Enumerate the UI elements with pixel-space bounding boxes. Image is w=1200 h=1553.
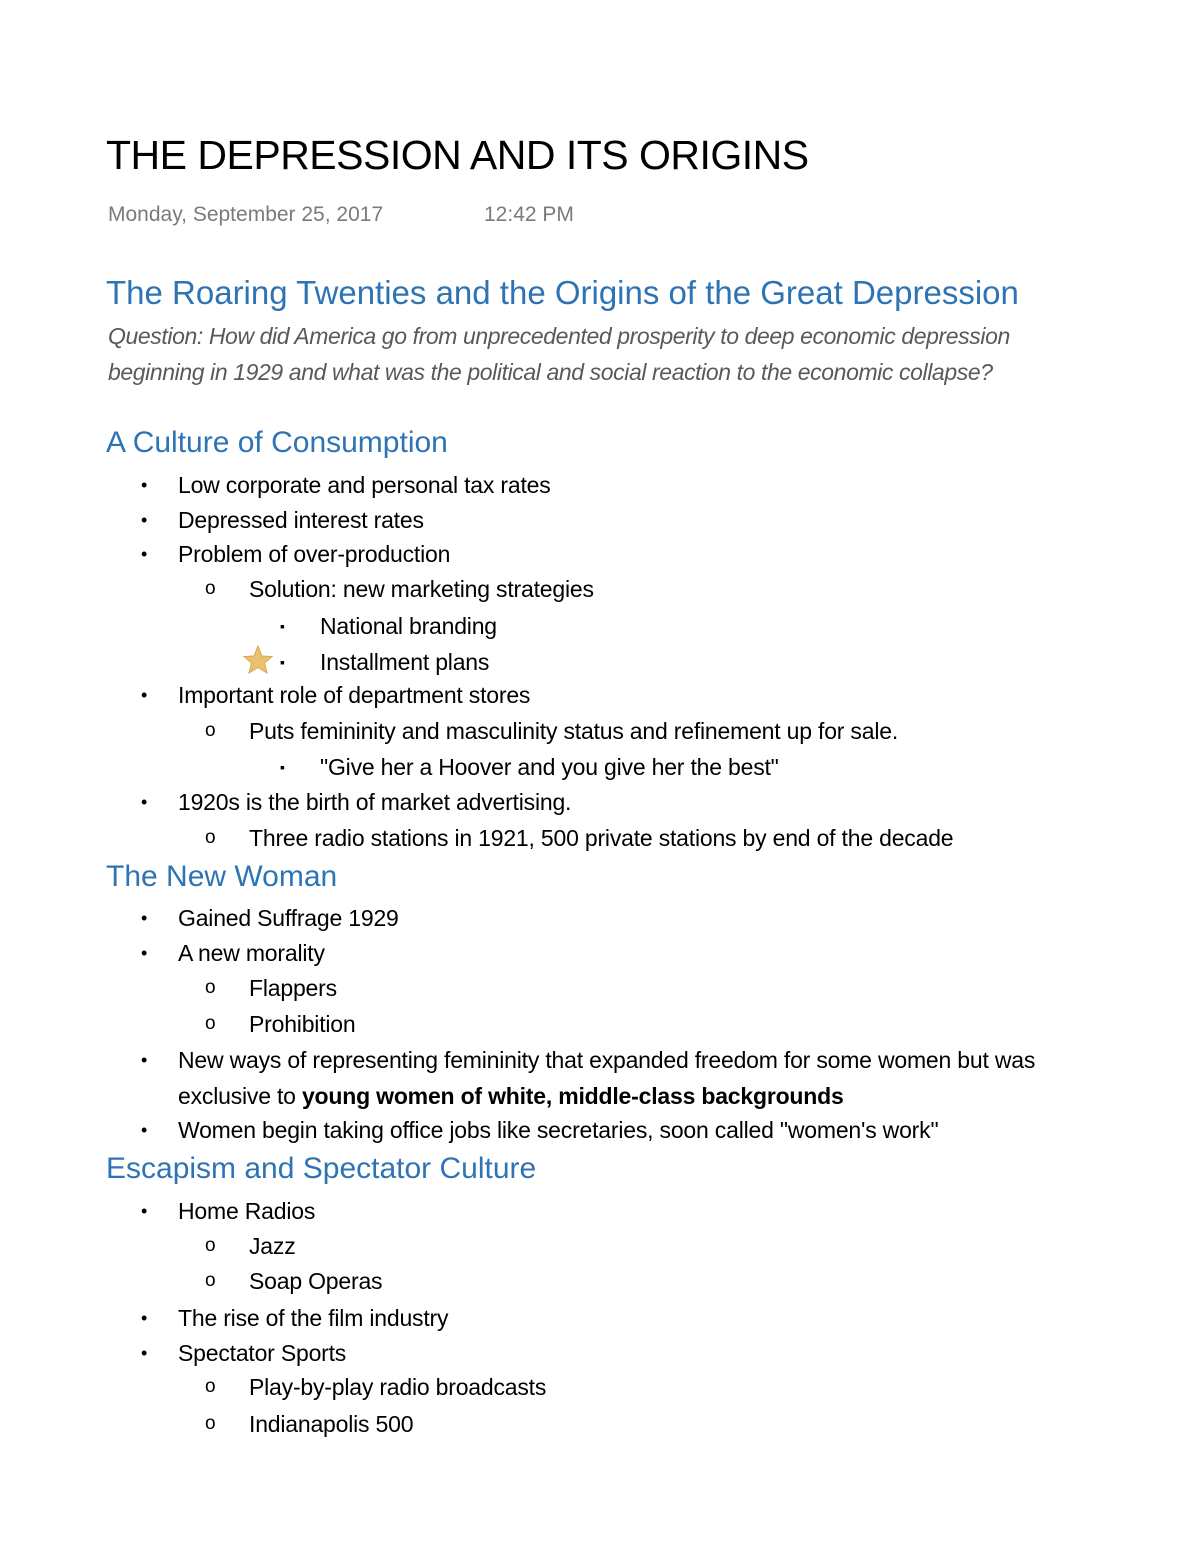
square-marker: ▪	[280, 618, 285, 634]
list-item: Important role of department stores	[178, 682, 531, 708]
section-heading-escapism: Escapism and Spectator Culture	[106, 1152, 537, 1185]
list-item: Depressed interest rates	[178, 507, 424, 533]
list-item-continuation	[178, 1078, 844, 1114]
list-item: Flappers	[249, 975, 337, 1001]
bullet-marker: •	[141, 685, 148, 705]
star-icon	[242, 644, 274, 676]
circle-marker: o	[205, 578, 216, 599]
list-item: Women begin taking office jobs like secretaries, soon called "women's work"	[178, 1117, 939, 1143]
list-item: "Give her a Hoover and you give her the best"	[320, 754, 779, 780]
section-heading-new-woman: The New Woman	[106, 860, 338, 893]
list-item: Prohibition	[249, 1011, 356, 1037]
list-item: The rise of the film industry	[178, 1305, 449, 1331]
square-marker: ▪	[280, 654, 285, 670]
list-item-text: exclusive to	[178, 1083, 302, 1109]
note-timestamp	[108, 203, 574, 227]
list-item: Jazz	[249, 1233, 296, 1259]
bullet-marker: •	[141, 1343, 148, 1363]
page-title: THE DEPRESSION AND ITS ORIGINS	[106, 132, 809, 178]
circle-marker: o	[205, 1376, 216, 1397]
bullet-marker: •	[141, 1120, 148, 1140]
circle-marker: o	[205, 1413, 216, 1434]
bullet-marker: •	[141, 1050, 148, 1070]
list-item: National branding	[320, 613, 497, 639]
note-time: 12:42 PM	[484, 203, 574, 226]
bullet-marker: •	[141, 792, 148, 812]
list-item: Installment plans	[320, 649, 490, 675]
bullet-marker: •	[141, 475, 148, 495]
bullet-marker: •	[141, 510, 148, 530]
circle-marker: o	[205, 1235, 216, 1256]
list-item: Spectator Sports	[178, 1340, 347, 1366]
circle-marker: o	[205, 1013, 216, 1034]
list-item: New ways of representing femininity that expanded freedom for some women but was	[178, 1047, 1036, 1073]
square-marker: ▪	[280, 759, 285, 775]
bullet-marker: •	[141, 1308, 148, 1328]
list-item: Low corporate and personal tax rates	[178, 472, 551, 498]
list-item: A new morality	[178, 940, 325, 966]
list-item: Problem of over-production	[178, 541, 451, 567]
list-item: Indianapolis 500	[249, 1411, 414, 1437]
section-heading-consumption: A Culture of Consumption	[106, 426, 448, 459]
bullet-marker: •	[141, 908, 148, 928]
list-item: Three radio stations in 1921, 500 private stations by end of the decade	[249, 825, 954, 851]
guiding-question	[108, 318, 1188, 390]
list-item: Home Radios	[178, 1198, 316, 1224]
question-line: beginning in 1929 and what was the political and social reaction to the economic collapse?	[108, 359, 993, 385]
bullet-marker: •	[141, 943, 148, 963]
lecture-subtitle: The Roaring Twenties and the Origins of the Great Depression	[106, 274, 1019, 311]
note-date: Monday, September 25, 2017	[108, 203, 384, 226]
question-line: Question: How did America go from unprecedented prosperity to deep economic depression	[108, 323, 1010, 349]
list-item: Puts femininity and masculinity status and refinement up for sale.	[249, 718, 899, 744]
bullet-marker: •	[141, 1201, 148, 1221]
circle-marker: o	[205, 720, 216, 741]
circle-marker: o	[205, 1270, 216, 1291]
bullet-marker: •	[141, 544, 148, 564]
list-item: Play-by-play radio broadcasts	[249, 1374, 547, 1400]
emphasis-text: young women of white, middle-class backgrounds	[301, 1083, 844, 1109]
circle-marker: o	[205, 977, 216, 998]
list-item: Gained Suffrage 1929	[178, 905, 399, 931]
list-item: 1920s is the birth of market advertising.	[178, 789, 572, 815]
list-item: Solution: new marketing strategies	[249, 576, 594, 602]
circle-marker: o	[205, 827, 216, 848]
list-item: Soap Operas	[249, 1268, 383, 1294]
